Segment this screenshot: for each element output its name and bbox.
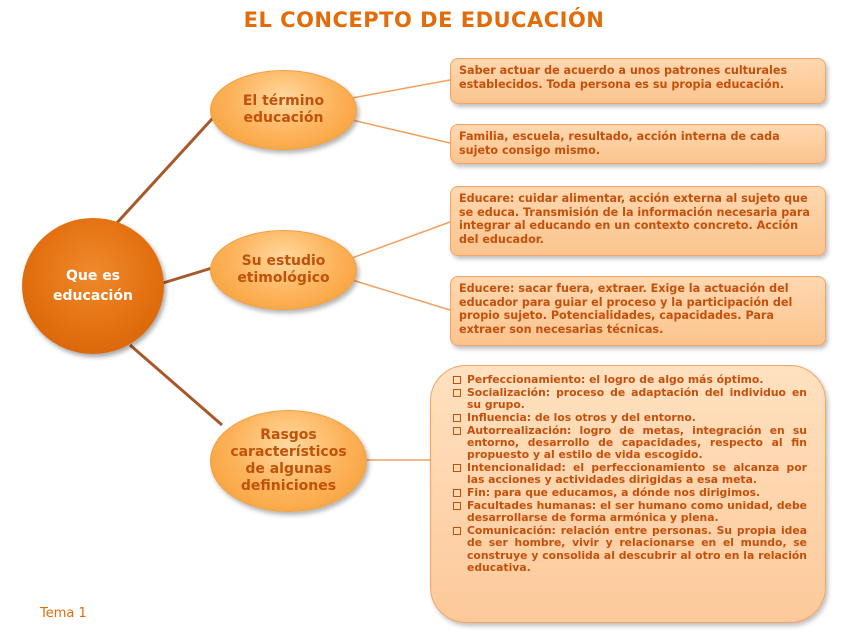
footer-topic-label: Tema 1 — [40, 606, 87, 621]
central-node — [22, 218, 164, 354]
list-item — [453, 387, 807, 412]
list-item-text: Fin: para que educamos, a dónde nos dirigimos. — [467, 486, 761, 500]
list-item — [453, 500, 807, 525]
list-item-text: Comunicación: relación entre personas. Su propia idea de ser hombre, vivir y relacionarse en el mundo, se construye y consolida al descubrir al otro en la relación educativa. — [467, 524, 807, 574]
box-educere: Educere: sacar fuera, extraer. Exige la actuación del educador para guiar el proceso y la participación del propio sujeto. Potencialidades, capacidades. Para extraer son necesarias técnicas. — [450, 276, 826, 346]
connector-termino-box1 — [352, 80, 450, 98]
node-termino-educacion — [210, 70, 357, 150]
box-rasgos-lista — [430, 365, 826, 623]
list-item — [453, 374, 807, 386]
node-label-line: de algunas — [245, 461, 332, 477]
square-bullet-icon — [453, 502, 461, 510]
connector-center-to-termino — [115, 108, 222, 225]
list-item — [453, 525, 807, 574]
node-rasgos-caracteristicos — [210, 410, 367, 512]
square-bullet-icon — [453, 414, 461, 422]
node-label-line: educación — [243, 110, 324, 126]
node-label-line: definiciones — [240, 478, 337, 494]
connector-center-to-estudio — [163, 268, 212, 283]
list-item-text: Socialización: proceso de adaptación del individuo en su grupo. — [467, 385, 807, 412]
node-label-line: El término — [242, 93, 325, 109]
rasgos-list — [453, 374, 807, 574]
list-item — [453, 487, 807, 499]
list-item-text: Facultades humanas: el ser humano como unidad, debe desarrollarse de forma armónica y plena. — [467, 498, 807, 525]
list-item-text: Influencia: de los otros y del entorno. — [467, 410, 696, 424]
box-termino-agentes: Familia, escuela, resultado, acción interna de cada sujeto consigo mismo. — [450, 124, 826, 164]
box-termino-definicion: Saber actuar de acuerdo a unos patrones culturales establecidos. Toda persona es su propia educación. — [450, 58, 826, 104]
connector-estudio-box2 — [352, 280, 450, 310]
node-label-line: etimológico — [237, 270, 330, 286]
list-item — [453, 425, 807, 462]
box-educare: Educare: cuidar alimentar, acción externa al sujeto que se educa. Transmisión de la información necesaria para integrar al educando en un contexto concreto. Acción del educador. — [450, 186, 826, 256]
node-label-line: característicos — [230, 444, 347, 460]
square-bullet-icon — [453, 427, 461, 435]
list-item — [453, 412, 807, 424]
list-item — [453, 462, 807, 487]
list-item-text: Intencionalidad: el perfeccionamiento se alcanza por las acciones y actividades dirigidas a esa meta. — [467, 461, 807, 487]
connector-termino-box2 — [352, 120, 450, 143]
node-estudio-etimologico — [210, 230, 357, 310]
node-label-line: Rasgos — [260, 427, 317, 443]
connector-estudio-box1 — [352, 222, 450, 258]
central-node-line-2: educación — [53, 288, 133, 304]
square-bullet-icon — [453, 389, 461, 397]
list-item-text: Perfeccionamiento: el logro de algo más óptimo. — [467, 373, 764, 386]
central-node-line-1: Que es — [65, 268, 121, 284]
list-item-text: Autorrealización: logro de metas, integración en su entorno, desarrollo de capacidades, respecto al fin propuesto y al estilo de vida escogido. — [467, 423, 807, 462]
square-bullet-icon — [453, 489, 461, 497]
node-label-line: Su estudio — [241, 253, 326, 269]
square-bullet-icon — [453, 527, 461, 535]
square-bullet-icon — [453, 376, 461, 384]
page-title: EL CONCEPTO DE EDUCACIÓN — [243, 8, 605, 32]
square-bullet-icon — [453, 464, 461, 472]
connector-center-to-rasgos — [130, 345, 222, 425]
